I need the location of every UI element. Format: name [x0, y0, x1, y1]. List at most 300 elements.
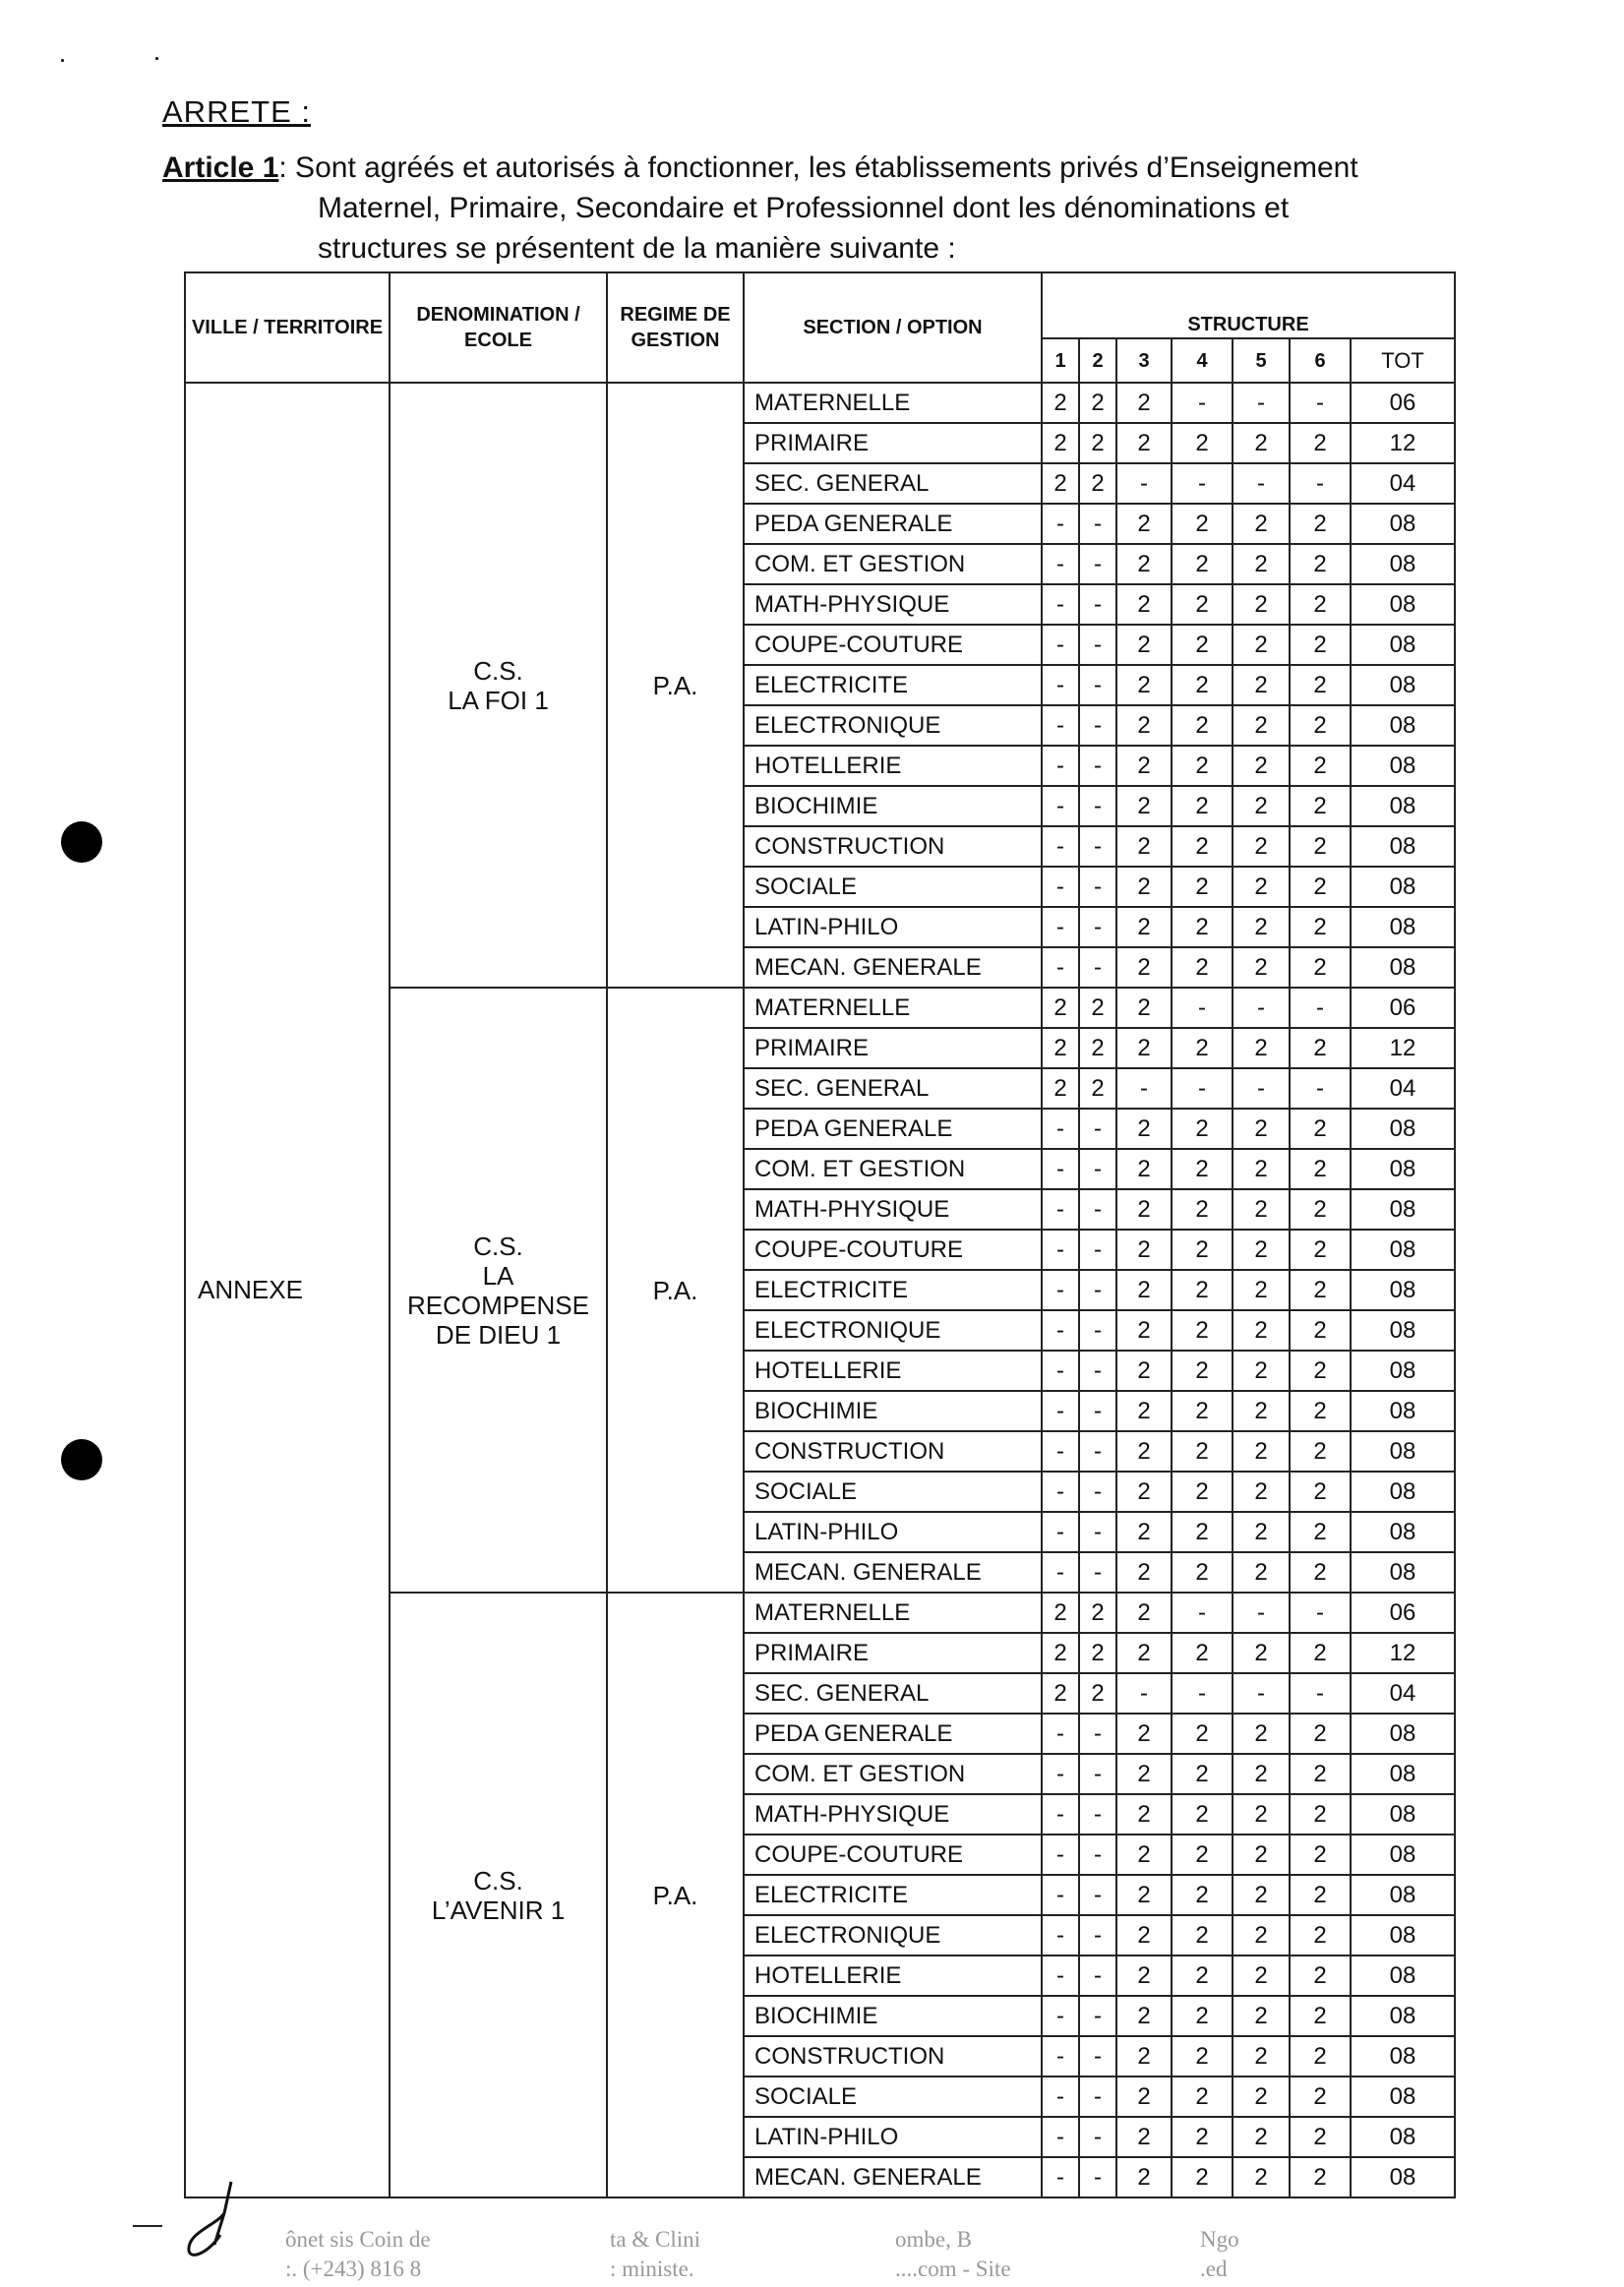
- footer-fragment: .ed: [1200, 2257, 1228, 2281]
- level-cell: 2: [1116, 705, 1172, 746]
- decree-heading: ARRETE :: [162, 94, 311, 129]
- level-cell: -: [1233, 1673, 1290, 1714]
- level-cell: -: [1172, 1673, 1233, 1714]
- article-1: [162, 148, 1569, 269]
- level-cell: 2: [1042, 1673, 1079, 1714]
- level-cell: -: [1042, 1552, 1079, 1593]
- level-cell: 2: [1172, 1109, 1233, 1149]
- level-cell: -: [1290, 988, 1351, 1028]
- level-cell: 2: [1290, 665, 1351, 705]
- section-cell: PRIMAIRE: [744, 1633, 1042, 1673]
- level-cell: 2: [1233, 625, 1290, 665]
- footer: [285, 2225, 1416, 2284]
- total-cell: 06: [1351, 383, 1455, 423]
- level-cell: -: [1079, 786, 1116, 826]
- level-cell: -: [1079, 2157, 1116, 2197]
- total-cell: 08: [1351, 867, 1455, 907]
- level-cell: -: [1042, 625, 1079, 665]
- level-cell: -: [1042, 1915, 1079, 1956]
- ville-cell: ANNEXE: [185, 383, 390, 2197]
- level-cell: 2: [1116, 584, 1172, 625]
- scan-speck: [61, 59, 64, 62]
- level-cell: -: [1042, 504, 1079, 544]
- level-cell: -: [1079, 1431, 1116, 1472]
- level-cell: 2: [1290, 544, 1351, 584]
- level-cell: 2: [1233, 1835, 1290, 1875]
- level-cell: -: [1116, 463, 1172, 504]
- level-cell: 2: [1079, 1673, 1116, 1714]
- school-name-line: LA FOI 1: [448, 685, 549, 715]
- level-cell: 2: [1290, 1028, 1351, 1068]
- footer-fragment: ....com - Site: [895, 2257, 1011, 2281]
- level-cell: 2: [1233, 1512, 1290, 1552]
- section-cell: SOCIALE: [744, 1472, 1042, 1512]
- level-cell: 2: [1172, 1714, 1233, 1754]
- level-cell: -: [1042, 544, 1079, 584]
- level-cell: 2: [1233, 1351, 1290, 1391]
- level-cell: -: [1079, 1754, 1116, 1794]
- level-cell: -: [1079, 1552, 1116, 1593]
- level-cell: 2: [1233, 746, 1290, 786]
- level-cell: 2: [1079, 423, 1116, 463]
- school-name-cell: [390, 383, 607, 988]
- section-cell: ELECTRICITE: [744, 665, 1042, 705]
- level-cell: -: [1290, 1673, 1351, 1714]
- level-cell: 2: [1172, 1956, 1233, 1996]
- level-cell: -: [1290, 463, 1351, 504]
- level-cell: 2: [1116, 1633, 1172, 1673]
- level-cell: -: [1042, 665, 1079, 705]
- footer-fragment: ônet sis Coin de: [285, 2227, 431, 2252]
- level-cell: 2: [1116, 867, 1172, 907]
- punch-hole: [61, 1439, 102, 1480]
- total-cell: 06: [1351, 988, 1455, 1028]
- level-cell: 2: [1116, 625, 1172, 665]
- scan-speck: [155, 57, 158, 60]
- level-cell: -: [1079, 1875, 1116, 1915]
- total-cell: 08: [1351, 786, 1455, 826]
- section-cell: SEC. GENERAL: [744, 463, 1042, 504]
- section-cell: SOCIALE: [744, 2076, 1042, 2117]
- level-cell: 2: [1290, 1230, 1351, 1270]
- level-cell: 2: [1290, 584, 1351, 625]
- section-cell: COM. ET GESTION: [744, 1149, 1042, 1189]
- level-cell: 2: [1116, 1552, 1172, 1593]
- level-cell: -: [1079, 1189, 1116, 1230]
- section-cell: COUPE-COUTURE: [744, 1230, 1042, 1270]
- level-cell: -: [1079, 625, 1116, 665]
- level-cell: 2: [1116, 786, 1172, 826]
- level-cell: 2: [1079, 1633, 1116, 1673]
- level-cell: 2: [1116, 1431, 1172, 1472]
- total-cell: 08: [1351, 826, 1455, 867]
- level-cell: 2: [1290, 1996, 1351, 2036]
- level-cell: -: [1233, 988, 1290, 1028]
- level-cell: 2: [1172, 705, 1233, 746]
- level-cell: 2: [1116, 1472, 1172, 1512]
- header-level-6: 6: [1290, 338, 1351, 383]
- level-cell: 2: [1233, 1028, 1290, 1068]
- level-cell: -: [1042, 947, 1079, 988]
- total-cell: 08: [1351, 746, 1455, 786]
- school-name-cell: [390, 1593, 607, 2197]
- regime-cell: P.A.: [607, 383, 744, 988]
- level-cell: 2: [1116, 1149, 1172, 1189]
- level-cell: 2: [1172, 1189, 1233, 1230]
- section-cell: MECAN. GENERALE: [744, 1552, 1042, 1593]
- level-cell: 2: [1290, 1310, 1351, 1351]
- level-cell: -: [1233, 383, 1290, 423]
- level-cell: -: [1290, 1593, 1351, 1633]
- level-cell: 2: [1116, 988, 1172, 1028]
- level-cell: 2: [1116, 1915, 1172, 1956]
- school-name-line: C.S.: [473, 1231, 523, 1261]
- level-cell: -: [1079, 504, 1116, 544]
- level-cell: -: [1042, 867, 1079, 907]
- level-cell: 2: [1233, 1794, 1290, 1835]
- level-cell: -: [1079, 1794, 1116, 1835]
- level-cell: 2: [1233, 947, 1290, 988]
- section-cell: MATH-PHYSIQUE: [744, 1189, 1042, 1230]
- schools-table: [184, 271, 1456, 2198]
- level-cell: 2: [1233, 705, 1290, 746]
- header-ecole: DENOMINATION / ECOLE: [390, 272, 607, 383]
- level-cell: -: [1042, 705, 1079, 746]
- level-cell: -: [1042, 1189, 1079, 1230]
- level-cell: 2: [1290, 423, 1351, 463]
- footer-fragment: : ministe.: [610, 2257, 694, 2281]
- signature-mark: [177, 2174, 266, 2262]
- level-cell: 2: [1290, 1512, 1351, 1552]
- header-ville: VILLE / TERRITOIRE: [185, 272, 390, 383]
- level-cell: 2: [1172, 625, 1233, 665]
- level-cell: 2: [1116, 1189, 1172, 1230]
- total-cell: 08: [1351, 504, 1455, 544]
- level-cell: -: [1116, 1673, 1172, 1714]
- table-row: [185, 383, 1455, 423]
- level-cell: 2: [1079, 383, 1116, 423]
- section-cell: PRIMAIRE: [744, 1028, 1042, 1068]
- section-cell: ELECTRONIQUE: [744, 705, 1042, 746]
- level-cell: -: [1079, 1835, 1116, 1875]
- section-cell: COUPE-COUTURE: [744, 1835, 1042, 1875]
- level-cell: 2: [1172, 746, 1233, 786]
- level-cell: -: [1079, 1512, 1116, 1552]
- level-cell: 2: [1172, 584, 1233, 625]
- section-cell: MECAN. GENERALE: [744, 2157, 1042, 2197]
- level-cell: 2: [1172, 504, 1233, 544]
- level-cell: -: [1042, 1512, 1079, 1552]
- level-cell: 2: [1042, 463, 1079, 504]
- level-cell: -: [1042, 1875, 1079, 1915]
- level-cell: -: [1079, 867, 1116, 907]
- level-cell: 2: [1233, 1956, 1290, 1996]
- level-cell: 2: [1116, 2076, 1172, 2117]
- level-cell: 2: [1290, 1149, 1351, 1189]
- level-cell: 2: [1290, 1714, 1351, 1754]
- level-cell: 2: [1290, 746, 1351, 786]
- school-name-line: L’AVENIR 1: [431, 1895, 566, 1925]
- level-cell: 2: [1233, 1230, 1290, 1270]
- level-cell: -: [1042, 1714, 1079, 1754]
- total-cell: 08: [1351, 907, 1455, 947]
- level-cell: 2: [1233, 2157, 1290, 2197]
- level-cell: 2: [1172, 1875, 1233, 1915]
- level-cell: 2: [1290, 2036, 1351, 2076]
- level-cell: 2: [1116, 2036, 1172, 2076]
- level-cell: 2: [1290, 1472, 1351, 1512]
- level-cell: 2: [1172, 1512, 1233, 1552]
- section-cell: MATERNELLE: [744, 1593, 1042, 1633]
- level-cell: 2: [1233, 1431, 1290, 1472]
- total-cell: 08: [1351, 705, 1455, 746]
- total-cell: 08: [1351, 1230, 1455, 1270]
- level-cell: 2: [1233, 423, 1290, 463]
- total-cell: 08: [1351, 625, 1455, 665]
- section-cell: MATERNELLE: [744, 383, 1042, 423]
- level-cell: 2: [1116, 665, 1172, 705]
- level-cell: -: [1233, 1068, 1290, 1109]
- level-cell: 2: [1172, 1230, 1233, 1270]
- level-cell: 2: [1233, 1633, 1290, 1673]
- level-cell: 2: [1079, 463, 1116, 504]
- level-cell: 2: [1290, 1391, 1351, 1431]
- level-cell: -: [1042, 826, 1079, 867]
- regime-cell: P.A.: [607, 988, 744, 1593]
- total-cell: 08: [1351, 2076, 1455, 2117]
- header-section: SECTION / OPTION: [744, 272, 1042, 383]
- level-cell: 2: [1233, 1552, 1290, 1593]
- total-cell: 08: [1351, 1956, 1455, 1996]
- total-cell: 08: [1351, 2157, 1455, 2197]
- level-cell: -: [1042, 1149, 1079, 1189]
- level-cell: 2: [1172, 1794, 1233, 1835]
- footer-line-2: [285, 2255, 1416, 2284]
- level-cell: -: [1042, 1794, 1079, 1835]
- level-cell: 2: [1233, 2117, 1290, 2157]
- total-cell: 08: [1351, 1754, 1455, 1794]
- level-cell: 2: [1290, 1915, 1351, 1956]
- total-cell: 08: [1351, 1310, 1455, 1351]
- level-cell: -: [1042, 1230, 1079, 1270]
- level-cell: -: [1079, 907, 1116, 947]
- section-cell: SEC. GENERAL: [744, 1068, 1042, 1109]
- section-cell: COUPE-COUTURE: [744, 625, 1042, 665]
- section-cell: PRIMAIRE: [744, 423, 1042, 463]
- section-cell: MATH-PHYSIQUE: [744, 1794, 1042, 1835]
- level-cell: 2: [1290, 504, 1351, 544]
- level-cell: 2: [1233, 1875, 1290, 1915]
- level-cell: 2: [1116, 1835, 1172, 1875]
- level-cell: 2: [1116, 1593, 1172, 1633]
- level-cell: 2: [1233, 2036, 1290, 2076]
- total-cell: 08: [1351, 1109, 1455, 1149]
- level-cell: -: [1172, 1593, 1233, 1633]
- level-cell: 2: [1079, 1593, 1116, 1633]
- level-cell: 2: [1233, 1391, 1290, 1431]
- total-cell: 08: [1351, 1270, 1455, 1310]
- level-cell: -: [1042, 584, 1079, 625]
- level-cell: 2: [1290, 2117, 1351, 2157]
- total-cell: 08: [1351, 1794, 1455, 1835]
- level-cell: 2: [1233, 1754, 1290, 1794]
- level-cell: 2: [1290, 2076, 1351, 2117]
- level-cell: 2: [1172, 1149, 1233, 1189]
- level-cell: 2: [1233, 504, 1290, 544]
- level-cell: 2: [1116, 1230, 1172, 1270]
- level-cell: 2: [1172, 1996, 1233, 2036]
- punch-hole: [61, 821, 102, 863]
- total-cell: 06: [1351, 1593, 1455, 1633]
- level-cell: -: [1079, 1230, 1116, 1270]
- section-cell: HOTELLERIE: [744, 1956, 1042, 1996]
- section-cell: MATH-PHYSIQUE: [744, 584, 1042, 625]
- level-cell: 2: [1290, 1270, 1351, 1310]
- section-cell: ELECTRICITE: [744, 1270, 1042, 1310]
- level-cell: 2: [1116, 1754, 1172, 1794]
- total-cell: 08: [1351, 1552, 1455, 1593]
- article-text-line-1: : Sont agréés et autorisés à fonctionner, les établissements privés d’Enseignement: [278, 151, 1358, 184]
- total-cell: 08: [1351, 1996, 1455, 2036]
- header-level-3: 3: [1116, 338, 1172, 383]
- school-name-line: LA: [482, 1260, 514, 1291]
- level-cell: 2: [1172, 2157, 1233, 2197]
- level-cell: 2: [1042, 1028, 1079, 1068]
- level-cell: 2: [1172, 2076, 1233, 2117]
- level-cell: 2: [1172, 1270, 1233, 1310]
- level-cell: -: [1079, 746, 1116, 786]
- header-regime: REGIME DE GESTION: [607, 272, 744, 383]
- level-cell: 2: [1079, 1028, 1116, 1068]
- level-cell: -: [1233, 1593, 1290, 1633]
- level-cell: 2: [1290, 1109, 1351, 1149]
- level-cell: 2: [1042, 423, 1079, 463]
- level-cell: 2: [1172, 544, 1233, 584]
- level-cell: -: [1079, 1472, 1116, 1512]
- level-cell: 2: [1116, 1270, 1172, 1310]
- level-cell: 2: [1172, 665, 1233, 705]
- level-cell: 2: [1172, 1835, 1233, 1875]
- header-structure: STRUCTURE: [1042, 272, 1455, 338]
- level-cell: -: [1042, 1109, 1079, 1149]
- level-cell: -: [1116, 1068, 1172, 1109]
- level-cell: -: [1042, 2076, 1079, 2117]
- total-cell: 08: [1351, 1189, 1455, 1230]
- section-cell: SOCIALE: [744, 867, 1042, 907]
- level-cell: -: [1079, 1149, 1116, 1189]
- level-cell: -: [1079, 1310, 1116, 1351]
- school-name-cell: [390, 988, 607, 1593]
- level-cell: 2: [1116, 1875, 1172, 1915]
- level-cell: 2: [1233, 1310, 1290, 1351]
- level-cell: 2: [1290, 907, 1351, 947]
- level-cell: 2: [1172, 907, 1233, 947]
- level-cell: 2: [1233, 1472, 1290, 1512]
- level-cell: 2: [1172, 1391, 1233, 1431]
- level-cell: 2: [1233, 2076, 1290, 2117]
- level-cell: -: [1042, 1835, 1079, 1875]
- total-cell: 12: [1351, 1028, 1455, 1068]
- section-cell: CONSTRUCTION: [744, 1431, 1042, 1472]
- section-cell: PEDA GENERALE: [744, 1109, 1042, 1149]
- level-cell: -: [1079, 584, 1116, 625]
- school-name-line: DE DIEU 1: [435, 1319, 562, 1350]
- total-cell: 08: [1351, 1835, 1455, 1875]
- level-cell: 2: [1290, 1875, 1351, 1915]
- level-cell: 2: [1233, 1270, 1290, 1310]
- level-cell: 2: [1233, 1109, 1290, 1149]
- level-cell: 2: [1116, 1351, 1172, 1391]
- level-cell: -: [1042, 1351, 1079, 1391]
- level-cell: -: [1079, 2036, 1116, 2076]
- total-cell: 08: [1351, 1915, 1455, 1956]
- level-cell: -: [1172, 988, 1233, 1028]
- level-cell: -: [1079, 1109, 1116, 1149]
- total-cell: 12: [1351, 1633, 1455, 1673]
- level-cell: -: [1079, 2076, 1116, 2117]
- section-cell: HOTELLERIE: [744, 746, 1042, 786]
- level-cell: 2: [1079, 1068, 1116, 1109]
- level-cell: 2: [1233, 1996, 1290, 2036]
- level-cell: -: [1290, 1068, 1351, 1109]
- total-cell: 08: [1351, 544, 1455, 584]
- level-cell: 2: [1042, 1068, 1079, 1109]
- level-cell: 2: [1233, 1149, 1290, 1189]
- level-cell: 2: [1079, 988, 1116, 1028]
- section-cell: MATERNELLE: [744, 988, 1042, 1028]
- level-cell: -: [1079, 665, 1116, 705]
- level-cell: -: [1079, 705, 1116, 746]
- level-cell: -: [1079, 1996, 1116, 2036]
- section-cell: BIOCHIMIE: [744, 1391, 1042, 1431]
- level-cell: 2: [1233, 1189, 1290, 1230]
- total-cell: 04: [1351, 1068, 1455, 1109]
- level-cell: 2: [1290, 1189, 1351, 1230]
- level-cell: 2: [1042, 1593, 1079, 1633]
- section-cell: LATIN-PHILO: [744, 907, 1042, 947]
- total-cell: 04: [1351, 463, 1455, 504]
- level-cell: 2: [1290, 947, 1351, 988]
- level-cell: 2: [1172, 1552, 1233, 1593]
- level-cell: -: [1079, 1714, 1116, 1754]
- header-level-2: 2: [1079, 338, 1116, 383]
- footer-fragment: ta & Clini: [610, 2227, 700, 2252]
- level-cell: 2: [1116, 423, 1172, 463]
- school-name-line: RECOMPENSE: [407, 1290, 589, 1320]
- level-cell: -: [1172, 463, 1233, 504]
- signature-dash: [133, 2225, 162, 2227]
- total-cell: 08: [1351, 1472, 1455, 1512]
- article-text-line-2: Maternel, Primaire, Secondaire et Professionnel dont les dénominations et: [318, 192, 1290, 224]
- section-cell: LATIN-PHILO: [744, 2117, 1042, 2157]
- total-cell: 08: [1351, 1351, 1455, 1391]
- level-cell: 2: [1116, 1714, 1172, 1754]
- level-cell: 2: [1172, 826, 1233, 867]
- level-cell: 2: [1116, 1391, 1172, 1431]
- header-level-5: 5: [1233, 338, 1290, 383]
- section-cell: ELECTRONIQUE: [744, 1310, 1042, 1351]
- section-cell: BIOCHIMIE: [744, 1996, 1042, 2036]
- level-cell: -: [1079, 826, 1116, 867]
- section-cell: SEC. GENERAL: [744, 1673, 1042, 1714]
- section-cell: MECAN. GENERALE: [744, 947, 1042, 988]
- school-name-line: C.S.: [473, 1865, 523, 1896]
- level-cell: 2: [1290, 786, 1351, 826]
- level-cell: 2: [1290, 1835, 1351, 1875]
- level-cell: 2: [1290, 1633, 1351, 1673]
- level-cell: 2: [1290, 1794, 1351, 1835]
- level-cell: 2: [1172, 1310, 1233, 1351]
